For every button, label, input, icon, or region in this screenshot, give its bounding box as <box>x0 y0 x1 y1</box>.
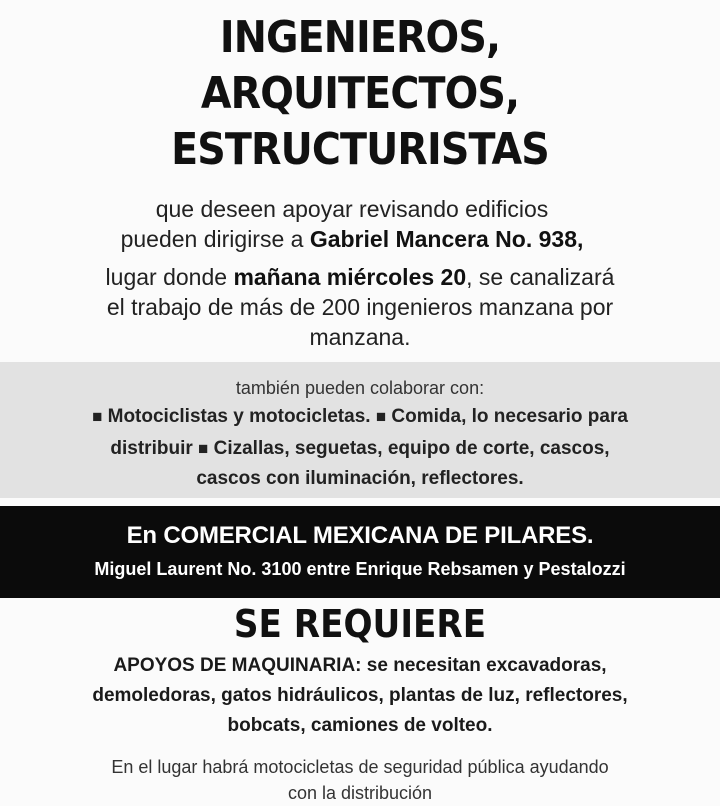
headline-line-3: ESTRUCTURISTAS <box>171 124 549 175</box>
footer-line-1: En el lugar habrá motocicletas de seguridad pública ayudando <box>111 757 609 777</box>
footer-line-2: con la distribución <box>287 783 433 803</box>
requirements-label: APOYOS DE MAQUINARIA: <box>113 655 362 676</box>
collaborate-line-1 <box>0 403 720 431</box>
collaborate-item-food-cont: distribuir <box>110 438 193 459</box>
collaborate-item-food: Comida, lo necesario para <box>391 406 628 427</box>
collaborate-item-tools: Cizallas, seguetas, equipo de corte, cascos, <box>213 438 610 459</box>
headline-line-2: ARQUITECTOS, <box>200 68 520 119</box>
intro-line-3-prefix: lugar donde <box>105 264 234 290</box>
requirements-line-2: demoledoras, gatos hidráulicos, plantas de luz, reflectores, <box>92 685 628 706</box>
intro-line-2 <box>0 224 712 254</box>
collaborate-item-motorcycles: Motociclistas y motocicletas. <box>107 406 371 427</box>
intro-line-1: que deseen apoyar revisando edificios <box>155 196 549 222</box>
bullet-square-icon: ■ <box>92 407 103 426</box>
bullet-square-icon: ■ <box>198 439 209 458</box>
requirements-line-1 <box>0 652 720 680</box>
location-address: Miguel Laurent No. 3100 entre Enrique Rebsamen y Pestalozzi <box>94 559 626 579</box>
intro-address: Gabriel Mancera No. 938, <box>309 226 584 252</box>
intro-line-3 <box>0 262 720 292</box>
intro-date: mañana miércoles 20 <box>233 264 467 290</box>
collaborate-line-2 <box>0 435 720 463</box>
bullet-square-icon: ■ <box>375 407 387 426</box>
requirements-line-1-text: se necesitan excavadoras, <box>361 655 607 676</box>
intro-line-5: manzana. <box>309 324 411 350</box>
intro-line-4: el trabajo de más de 200 ingenieros manzana por <box>106 294 614 320</box>
location-title: En COMERCIAL MEXICANA DE PILARES. <box>126 522 594 549</box>
intro-line-2-prefix: pueden dirigirse a <box>120 226 310 252</box>
requirements-line-3: bobcats, camiones de volteo. <box>227 715 493 736</box>
collaborate-title: también pueden colaborar con: <box>235 378 485 398</box>
collaborate-line-3: cascos con iluminación, reflectores. <box>196 468 524 489</box>
requirements-heading: SE REQUIERE <box>233 602 487 646</box>
intro-line-3-suffix: , se canalizará <box>466 264 615 290</box>
headline-line-1: INGENIEROS, <box>219 12 501 63</box>
